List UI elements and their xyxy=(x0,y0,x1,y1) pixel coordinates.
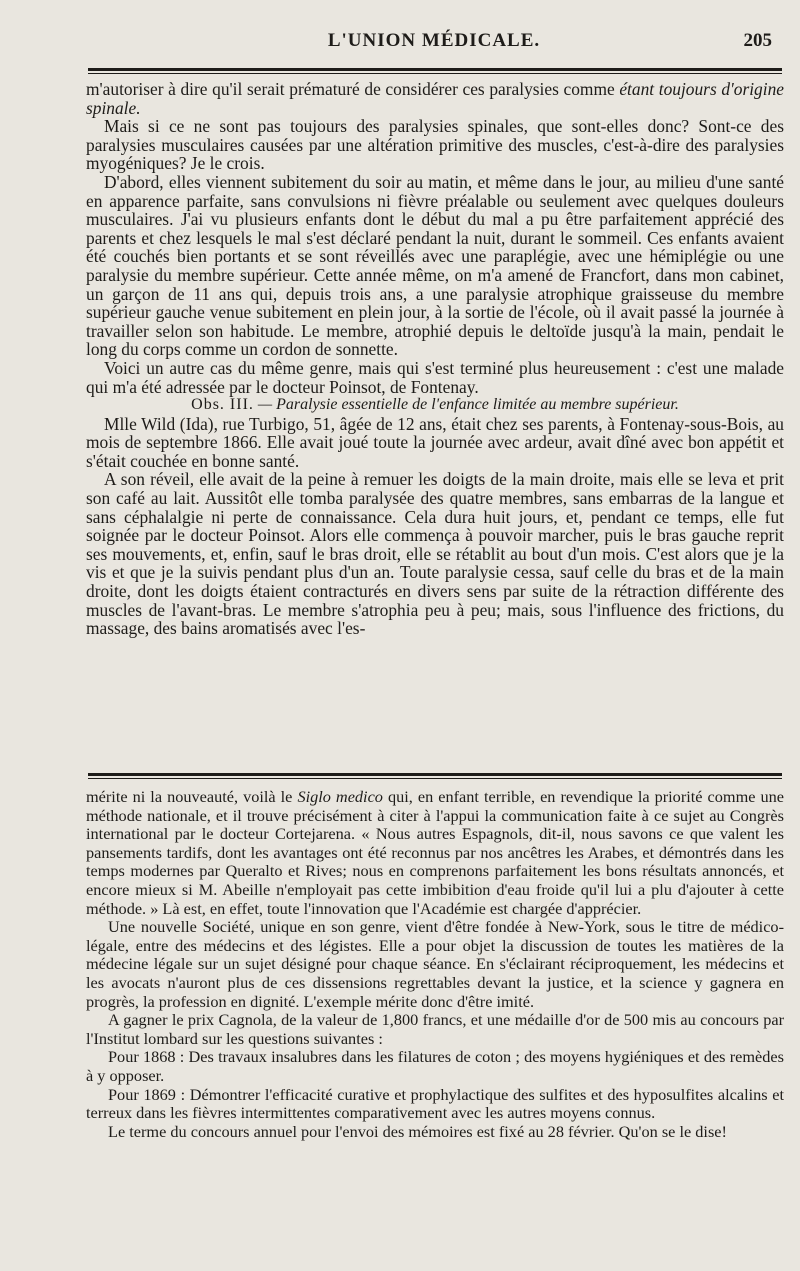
paragraph xyxy=(86,80,784,117)
paragraph: Pour 1869 : Démontrer l'efficacité curative et prophylactique des sulfites et des hyposulfites alcalins et terreux dans les fièvres intermittentes comparativement avec les autres moyens connus. xyxy=(86,1084,784,1123)
feuilleton-rule xyxy=(88,773,782,776)
article-body xyxy=(86,80,784,638)
paragraph: A gagner le prix Cagnola, de la valeur de 1,800 francs, et une médaille d'or de 500 mis au concours par l'Institut lombard sur les questions suivantes : xyxy=(86,1010,784,1048)
paragraph: Le terme du concours annuel pour l'envoi des mémoires est fixé au 28 février. Qu'on se le dise! xyxy=(108,1121,727,1141)
paragraph: Une nouvelle Société, unique en son genre, vient d'être fondée à New-York, sous le titre de médico-légale, entre des médecins et des légistes. Elle a pour objet la discussion de toutes les matières de la médecine légale sur un sujet désigné pour chaque séance. En s'éclairant réciproquement, les médecins et les avocats n'auront plus de ces dissensions regrettables devant la justice, et la science y gagnera en progrès, la profession en dignité. L'exemple mérite donc d'être imité. xyxy=(86,917,784,1011)
journal-title: L'UNION MÉDICALE. xyxy=(327,30,541,51)
header-rule-thin xyxy=(88,73,782,74)
emphasis-text: étant toujours d'origine spinale. xyxy=(86,79,784,118)
paragraph-text: mérite ni la nouveauté, voilà le xyxy=(86,787,298,806)
feuilleton-body xyxy=(86,788,784,1141)
feuilleton-rule-thin xyxy=(88,778,782,779)
running-header xyxy=(88,28,780,68)
page-number: 205 xyxy=(743,30,772,51)
paragraph xyxy=(86,788,784,918)
paragraph: Pour 1868 : Des travaux insalubres dans les filatures de coton ; des moyens hygiéniques et des remèdes à y opposer. xyxy=(86,1047,784,1085)
emphasis-text: Siglo medico xyxy=(297,787,383,806)
observation-title: — Paralysie essentielle de l'enfance limitée au membre supérieur. xyxy=(253,396,679,414)
paragraph-text: qui, en enfant terrible, en revendique la priorité comme une méthode nationale, et il trouve précisément à citer à l'appui la communication faite à ce sujet au Congrès international par le docteur Cortejarena. « Nous autres Espagnols, dit-il, nous savons ce que valent les pansements tardifs, dont les avantages ont été reconnus par nos ancêtres les Arabes, et démontrés dans les temps modernes par Queralto et Rives; nous en comprenons parfaitement les bons résultats annoncés, et encore mieux si M. Abeille n'employait pas cette imbibition d'eau froide qu'il lui a plu d'ajouter à cette méthode. » Là est, en effet, toute l'innovation que l'Académie est chargée d'apprécier. xyxy=(86,787,785,918)
header-rule xyxy=(88,68,782,71)
observation-paragraph: Mlle Wild (Ida), rue Turbigo, 51, âgée de 12 ans, était chez ses parents, à Fontenay-sous-Bois, au mois de septembre 1866. Elle avait joué toute la journée avec ardeur, avait dîné avec bon appétit et s'était couchée en bonne santé. xyxy=(86,413,784,471)
observation-number: Obs. III. xyxy=(191,396,254,414)
paragraph: D'abord, elles viennent subitement du soir au matin, et même dans le jour, au milieu d'une santé en apparence parfaite, sans convulsions ni fièvre préalable ou seulement avec quelques douleurs musculaires. J'ai vu plusieurs enfants dont le début du mal a pu être parfaitement apprécié des parents et chez lesquels le mal s'est déclaré pendant la nuit, durant le sommeil. Ces enfants avaient été couchés bien portants et se sont réveillés avec une paraplégie, avec une hémiplégie ou une paralysie du membre supérieur. Cette année même, on m'a amené de Francfort, dans mon cabinet, un garçon de 11 ans qui, depuis trois ans, a une paralysie atrophique graisseuse du membre supérieur gauche venue subitement en plein jour, à la sortie de l'école, où il avait passé la journée à travailler selon son habitude. Le membre, atrophié depuis le deltoïde jusqu'à la main, pendait le long du corps comme un cordon de sonnette. xyxy=(86,171,784,360)
paragraph-text: m'autoriser à dire qu'il serait prématuré de considérer ces paralysies comme xyxy=(86,79,620,99)
observation-heading xyxy=(86,396,784,415)
observation-paragraph: A son réveil, elle avait de la peine à remuer les doigts de la main droite, mais elle se leva et prit son café au lait. Aussitôt elle tomba paralysée des quatre membres, sans embarras de la langue et sans céphalalgie ni perte de connaissance. Cela dura huit jours, et, pendant ce temps, elle fut soignée par le docteur Poinsot. Alors elle commença à pouvoir marcher, puis le bras gauche reprit ses mouvements, et, enfin, sauf le bras droit, elle se rétablit au bout d'un mois. C'est alors que je la vis et que je la suivis pendant plus d'un an. Toute paralysie cessa, sauf celle du bras et de la main droite, dont les doigts étaient contracturés en divers sens par suite de la rétraction différente des muscles de l'avant-bras. Le membre s'atrophia peu à peu; mais, sous l'influence des frictions, du massage, des bains aromatisés avec l'es- xyxy=(86,469,784,639)
paragraph: Mais si ce ne sont pas toujours des paralysies spinales, que sont-elles donc? Sont-ce des paralysies musculaires causées par une altération primitive des muscles, c'est-à-dire des paralysies myogéniques? Je le crois. xyxy=(86,116,784,174)
paragraph: Voici un autre cas du même genre, mais qui s'est terminé plus heureusement : c'est une malade qui m'a été adressée par le docteur Poinsot, de Fontenay. xyxy=(86,357,784,397)
